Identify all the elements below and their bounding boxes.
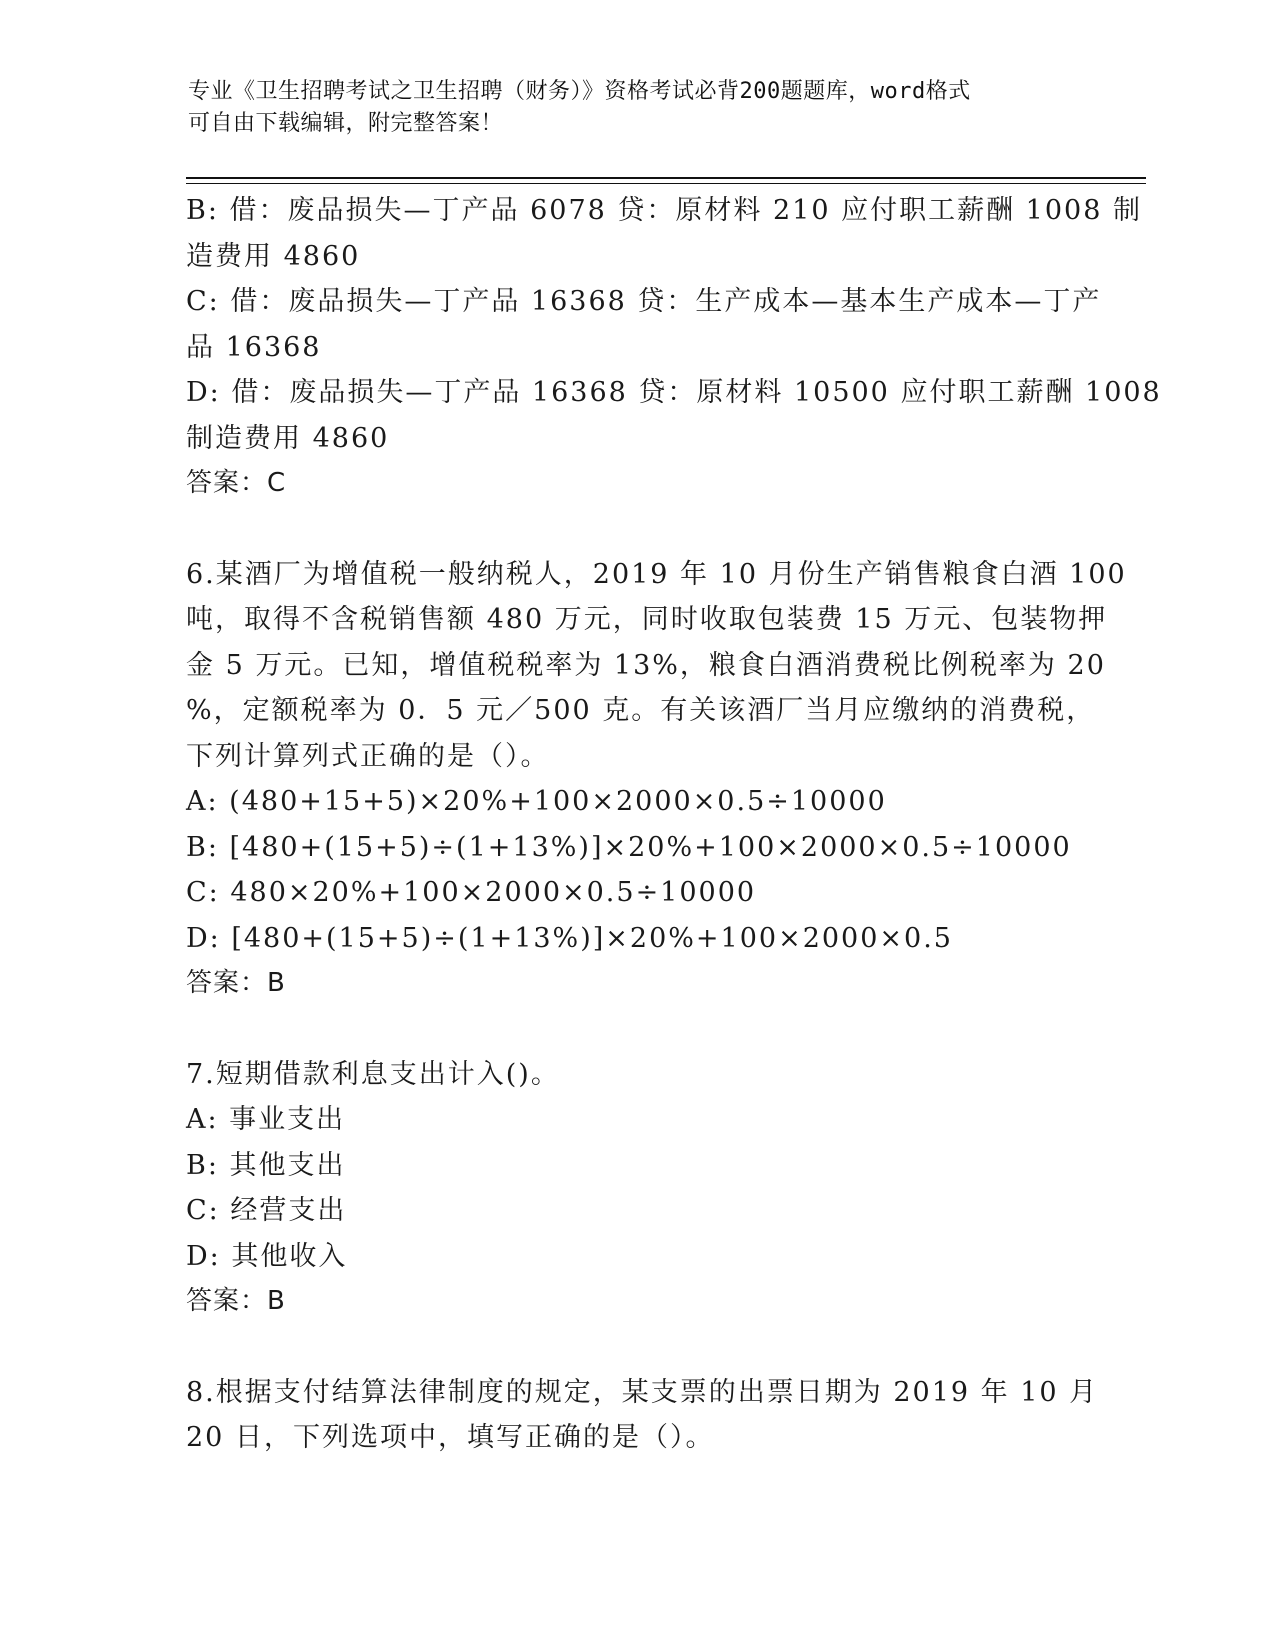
header-rule-thick <box>186 177 1146 179</box>
question-stem-line3: 金 5 万元。已知，增值税税率为 13%，粮食白酒消费税比例税率为 20 <box>186 649 1106 681</box>
option-c-line1: C: 借：废品损失—丁产品 16368 贷：生产成本—基本生产成本—丁产 <box>186 286 1102 317</box>
option-d-line2: 制造费用 4860 <box>186 422 390 454</box>
question-6 <box>186 552 1127 1007</box>
header-rule-thin <box>186 183 1146 184</box>
question-stem-line1: 6.某酒厂为增值税一般纳税人，2019 年 10 月份生产销售粮食白酒 100 <box>186 558 1127 590</box>
question-7 <box>186 1052 1086 1325</box>
question-stem-line4: %，定额税率为 0．5 元／500 克。有关该酒厂当月应缴纳的消费税， <box>186 695 1096 726</box>
option-c: C: 经营支出 <box>186 1195 347 1226</box>
option-b-line1: B: 借：废品损失—丁产品 6078 贷：原材料 210 应付职工薪酬 1008 制 <box>186 195 1142 226</box>
answer: 答案：B <box>186 1286 286 1316</box>
question-5-tail <box>186 188 1162 507</box>
question-8 <box>186 1370 1099 1461</box>
question-stem-line2: 吨，取得不含税销售额 480 万元，同时收取包装费 15 万元、包装物押 <box>186 604 1108 635</box>
question-stem-line5: 下列计算列式正确的是（）。 <box>186 740 550 772</box>
option-b: B: [480+(15+5)÷(1+13%)]×20%+100×2000×0.5÷10000 <box>186 831 1072 863</box>
option-d: D: 其他收入 <box>186 1240 348 1272</box>
answer: 答案：B <box>186 968 286 998</box>
option-d-line1: D: 借：废品损失—丁产品 16368 贷：原材料 10500 应付职工薪酬 1008 <box>186 377 1162 408</box>
option-d: D: [480+(15+5)÷(1+13%)]×20%+100×2000×0.5 <box>186 922 953 954</box>
header-title-line2: 可自由下载编辑，附完整答案！ <box>188 111 504 136</box>
option-c-line2: 品 16368 <box>186 331 322 363</box>
option-b-line2: 造费用 4860 <box>186 240 361 272</box>
option-c: C: 480×20%+100×2000×0.5÷10000 <box>186 877 757 908</box>
question-stem-line2: 20 日，下列选项中，填写正确的是（）。 <box>186 1422 715 1453</box>
document-body <box>186 188 1162 1461</box>
document-header <box>188 76 1068 140</box>
answer: 答案：C <box>186 468 287 498</box>
question-stem: 7.短期借款利息支出计入()。 <box>186 1058 560 1090</box>
question-stem-line1: 8.根据支付结算法律制度的规定，某支票的出票日期为 2019 年 10 月 <box>186 1376 1099 1408</box>
header-title-line1: 专业《卫生招聘考试之卫生招聘（财务）》资格考试必背200题题库，word格式 <box>188 79 971 104</box>
option-a: A: (480+15+5)×20%+100×2000×0.5÷10000 <box>186 786 887 817</box>
option-a: A: 事业支出 <box>186 1104 346 1135</box>
option-b: B: 其他支出 <box>186 1149 346 1181</box>
